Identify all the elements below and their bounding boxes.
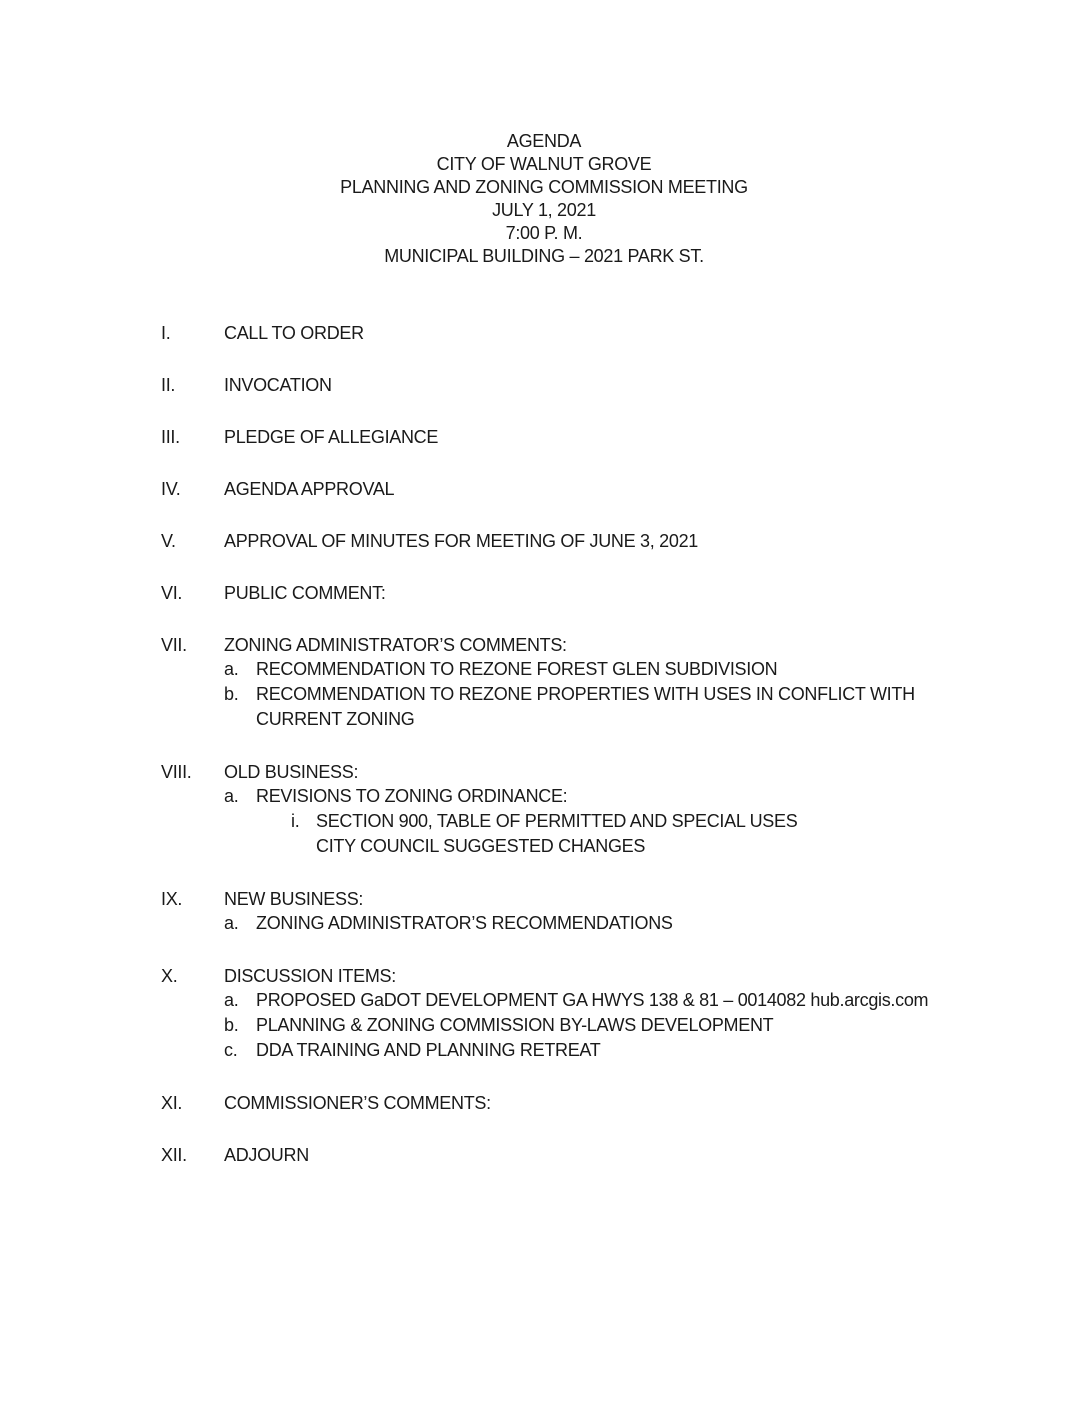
sub-sub-item [291,809,1001,834]
city-name: CITY OF WALNUT GROVE [436,154,652,174]
agenda-item [161,888,1001,936]
sub-item-letter: a. [224,990,239,1010]
document-title: AGENDA [506,131,582,151]
sub-item-text: REVISIONS TO ZONING ORDINANCE: [256,786,568,806]
item-numeral: III. [161,427,180,447]
item-numeral: I. [161,323,171,343]
agenda-item [161,530,1001,553]
sub-sub-item-continuation: CITY COUNCIL SUGGESTED CHANGES [316,836,646,856]
sub-item-text: DDA TRAINING AND PLANNING RETREAT [256,1040,601,1060]
sub-item [224,911,1001,936]
meeting-time: 7:00 P. M. [505,223,583,243]
item-title: AGENDA APPROVAL [224,479,395,499]
item-numeral: XII. [161,1145,187,1165]
sub-item [224,657,1001,682]
agenda-item [161,374,1001,397]
sub-item-letter: a. [224,786,239,806]
meeting-location: MUNICIPAL BUILDING – 2021 PARK ST. [384,246,704,266]
item-title: CALL TO ORDER [224,323,364,343]
agenda-item [161,965,1001,1063]
agenda-item [161,634,1001,732]
sub-item-letter: a. [224,913,239,933]
agenda-item [161,1092,1001,1115]
item-title: INVOCATION [224,375,332,395]
item-title: OLD BUSINESS: [224,762,359,782]
item-numeral: VI. [161,583,183,603]
agenda-item [161,1144,1001,1167]
item-numeral: II. [161,375,176,395]
item-numeral: IV. [161,479,181,499]
item-title: PLEDGE OF ALLEGIANCE [224,427,439,447]
sub-item [224,682,1001,732]
item-numeral: VII. [161,635,187,655]
agenda-item [161,761,1001,859]
item-title: COMMISSIONER’S COMMENTS: [224,1093,491,1113]
sub-item-letter: c. [224,1040,238,1060]
meeting-name: PLANNING AND ZONING COMMISSION MEETING [340,177,748,197]
sub-item-text: PLANNING & ZONING COMMISSION BY-LAWS DEVELOPMENT [256,1015,774,1035]
agenda-items [161,322,1001,1196]
item-title: PUBLIC COMMENT: [224,583,386,603]
sub-item [224,784,1001,809]
sub-item-text: RECOMMENDATION TO REZONE PROPERTIES WITH USES IN CONFLICT WITH CURRENT ZONING [256,684,915,729]
item-numeral: IX. [161,889,183,909]
sub-sub-item-text: SECTION 900, TABLE OF PERMITTED AND SPECIAL USES [316,811,798,831]
agenda-item [161,478,1001,501]
item-title: NEW BUSINESS: [224,889,364,909]
item-numeral: X. [161,966,178,986]
sub-item-text: ZONING ADMINISTRATOR’S RECOMMENDATIONS [256,913,673,933]
sub-item-letter: b. [224,684,239,704]
item-numeral: VIII. [161,762,192,782]
agenda-header [0,130,1088,268]
sub-item [224,1038,1001,1063]
item-title: ADJOURN [224,1145,309,1165]
item-numeral: V. [161,531,176,551]
sub-item [224,1013,1001,1038]
sub-item-text: RECOMMENDATION TO REZONE FOREST GLEN SUBDIVISION [256,659,778,679]
item-numeral: XI. [161,1093,183,1113]
sub-sub-item-roman: i. [291,811,300,831]
agenda-item [161,426,1001,449]
sub-item-letter: b. [224,1015,239,1035]
meeting-date: JULY 1, 2021 [492,200,596,220]
sub-item-letter: a. [224,659,239,679]
item-title: DISCUSSION ITEMS: [224,966,396,986]
sub-item-text: PROPOSED GaDOT DEVELOPMENT GA HWYS 138 & 81 – 0014082 hub.arcgis.com [256,990,929,1010]
agenda-item [161,322,1001,345]
item-title: APPROVAL OF MINUTES FOR MEETING OF JUNE 3, 2021 [224,531,698,551]
sub-item [224,988,1001,1013]
agenda-item [161,582,1001,605]
item-title: ZONING ADMINISTRATOR’S COMMENTS: [224,635,567,655]
